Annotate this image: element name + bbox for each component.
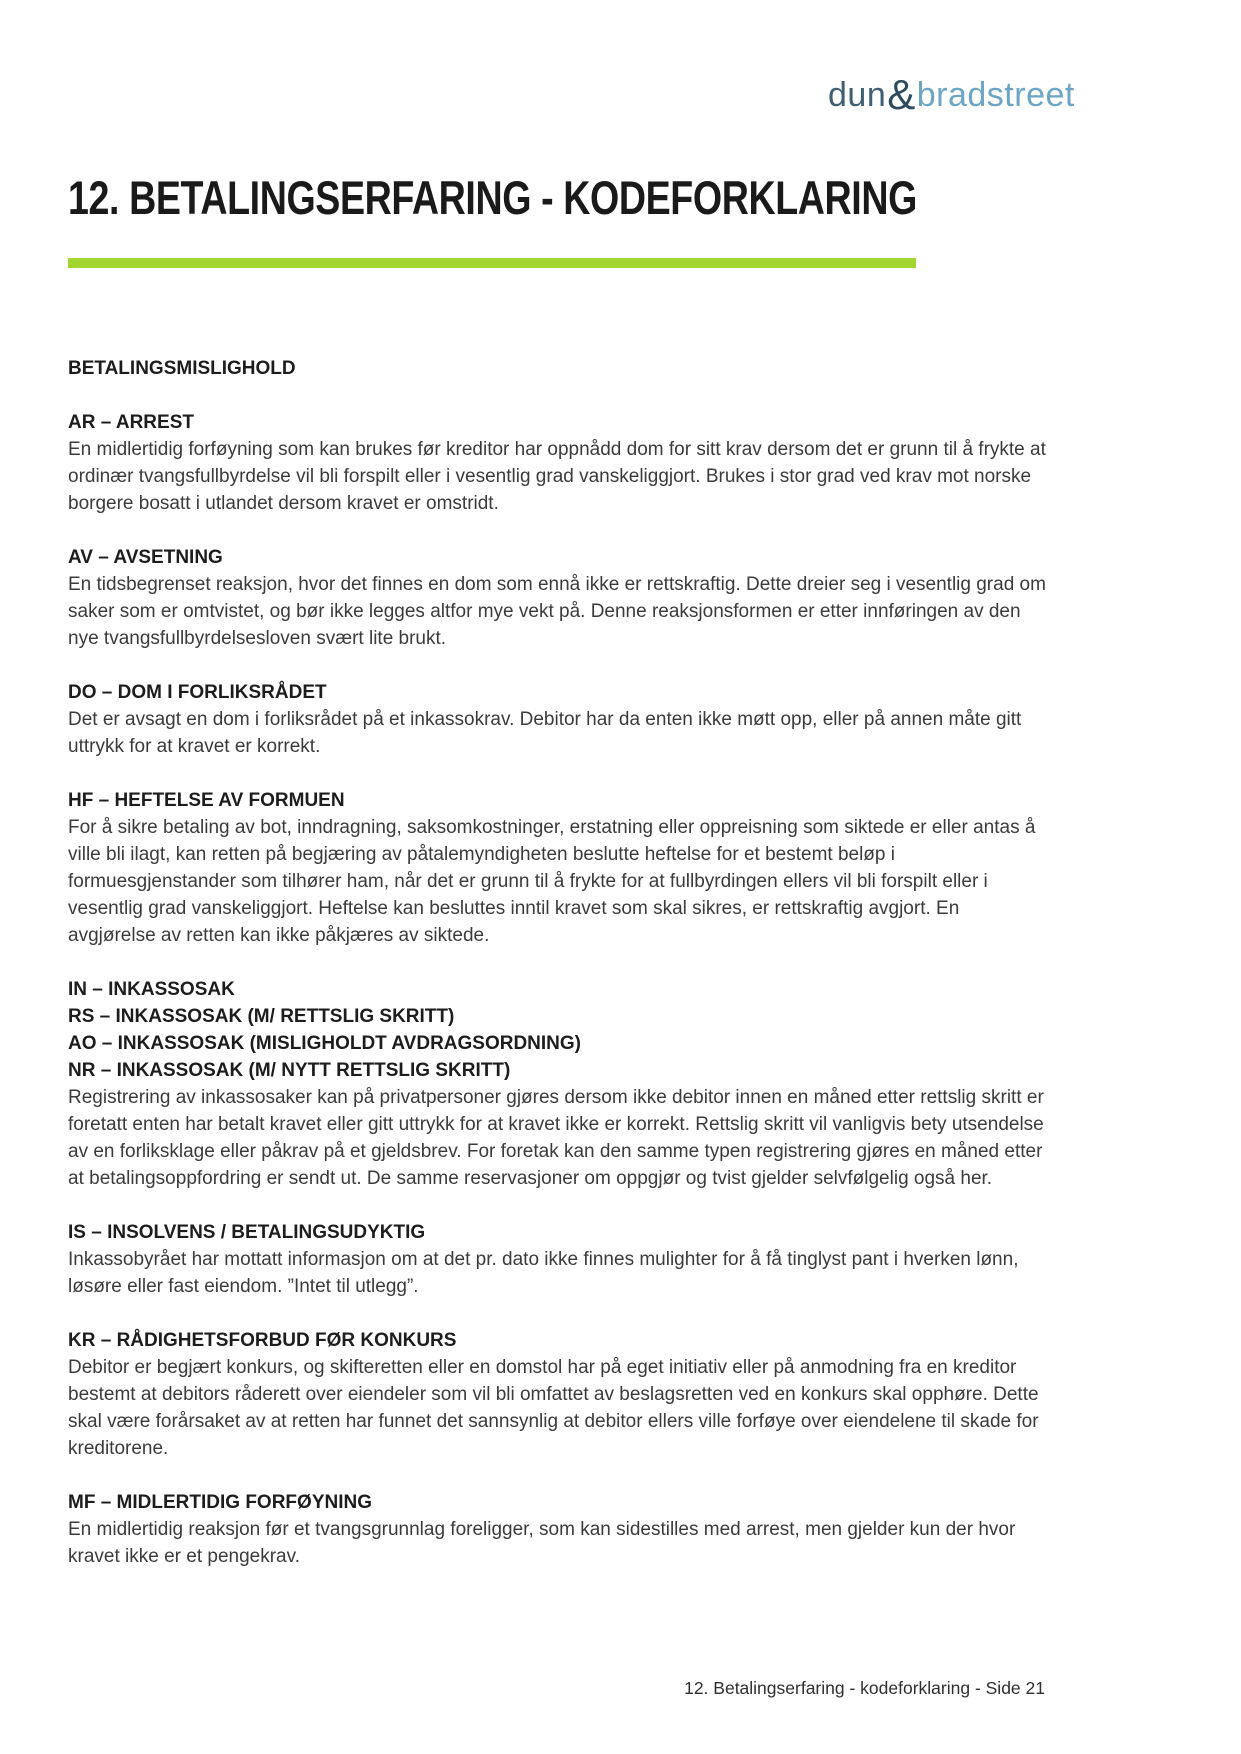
section-hf-heftelse-av-formuen xyxy=(68,787,1048,949)
code-description-av: En tidsbegrenset reaksjon, hvor det finnes en dom som ennå ikke er rettskraftig. Dette dreier seg i vesentlig grad om saker som er omtvistet, og bør ikke legges altfor mye vekt på. Denne reaksjonsformen er etter innføringen av den nye tvangsfullbyrdelsesloven svært lite brukt. xyxy=(68,574,1046,649)
code-heading-do: DO – DOM I FORLIKSRÅDET xyxy=(68,682,327,703)
code-heading-ar: AR – ARREST xyxy=(68,412,194,433)
code-heading-kr: KR – RÅDIGHETSFORBUD FØR KONKURS xyxy=(68,1330,457,1351)
code-description-mf: En midlertidig reaksjon før et tvangsgrunnlag foreligger, som kan sidestilles med arrest, men gjelder kun der hvor kravet ikke er et pengekrav. xyxy=(68,1519,1016,1567)
section-mf-midlertidig-forfoyning xyxy=(68,1489,1048,1570)
dun-bradstreet-logo xyxy=(828,71,1075,118)
green-accent-bar xyxy=(68,258,916,268)
logo-text-dun: dun xyxy=(828,76,887,114)
code-heading-nr: NR – INKASSOSAK (M/ NYTT RETTSLIG SKRITT) xyxy=(68,1060,511,1081)
section-av-avsetning xyxy=(68,544,1048,652)
category-heading-betalingsmislighold: BETALINGSMISLIGHOLD xyxy=(68,358,296,379)
code-description-is: Inkassobyrået har mottatt informasjon om at det pr. dato ikke finnes mulighter for å få tinglyst pant i hverken lønn, løsøre eller fast eiendom. ”Intet til utlegg”. xyxy=(68,1249,1019,1297)
code-description-hf: For å sikre betaling av bot, inndragning, saksomkostninger, erstatning eller oppreisning som siktede er eller antas å ville bli ilagt, kan retten på begjæring av påtalemyndigheten beslutte heftelse for et bestemt beløp i formuesgjenstander som tilhører ham, når det er grunn til å frykte for at fullbyrdingen ellers vil bli forspilt eller i vesentlig grad vanskeliggjort. Heftelse kan besluttes inntil kravet som skal sikres, er rettskraftig avgjort. En avgjørelse av retten kan ikke påkjæres av siktede. xyxy=(68,817,1036,946)
code-heading-rs: RS – INKASSOSAK (M/ RETTSLIG SKRITT) xyxy=(68,1006,455,1027)
code-description-inkassosak: Registrering av inkassosaker kan på privatpersoner gjøres dersom ikke debitor innen en måned etter rettslig skritt er foretatt enten har betalt kravet eller gitt uttrykk for at kravet ikke er korrekt. Rettslig skritt vil vanligvis bety utsendelse av en forliksklage eller påkrav på et gjeldsbrev. For foretak kan den samme typen registrering gjøres en måned etter at betalingsoppfordring er sendt ut. De samme reservasjoner om oppgjør og tvist gjelder selvfølgelig også her. xyxy=(68,1087,1044,1189)
code-heading-is: IS – INSOLVENS / BETALINGSUDYKTIG xyxy=(68,1222,426,1243)
code-description-kr: Debitor er begjært konkurs, og skifteretten eller en domstol har på eget initiativ eller på anmodning fra en kreditor bestemt at debitors råderett over eiendeler som vil bli omfattet av beslagsretten ved en konkurs skal opphøre. Dette skal være forårsaket av at retten har funnet det sannsynlig at debitor ellers ville forføye over eiendelene til skade for kreditorene. xyxy=(68,1357,1039,1459)
section-is-insolvens xyxy=(68,1219,1048,1300)
code-heading-ao: AO – INKASSOSAK (MISLIGHOLDT AVDRAGSORDNING) xyxy=(68,1033,582,1054)
page-footer: 12. Betalingserfaring - kodeforklaring - Side 21 xyxy=(684,1678,1045,1698)
code-heading-av: AV – AVSETNING xyxy=(68,547,223,568)
section-do-dom-i-forliksradet xyxy=(68,679,1048,760)
page-title: 12. BETALINGSERFARING - KODEFORKLARING xyxy=(68,171,917,224)
code-heading-mf: MF – MIDLERTIDIG FORFØYNING xyxy=(68,1492,372,1513)
code-description-do: Det er avsagt en dom i forliksrådet på et inkassokrav. Debitor har da enten ikke møtt opp, eller på annen måte gitt uttrykk for at kravet er korrekt. xyxy=(68,709,1022,757)
logo-text-bradstreet: bradstreet xyxy=(916,76,1075,114)
code-heading-hf: HF – HEFTELSE AV FORMUEN xyxy=(68,790,345,811)
section-inkassosak-group xyxy=(68,976,1048,1192)
section-kr-radighetsforbud xyxy=(68,1327,1048,1462)
code-heading-in: IN – INKASSOSAK xyxy=(68,979,235,1000)
content-area xyxy=(68,355,1048,1570)
section-ar-arrest xyxy=(68,409,1048,517)
code-description-ar: En midlertidig forføyning som kan brukes før kreditor har oppnådd dom for sitt krav dersom det er grunn til å frykte at ordinær tvangsfullbyrdelse vil bli forspilt eller i vesentlig grad vanskeliggjort. Brukes i stor grad ved krav mot norske borgere bosatt i utlandet dersom kravet er omstridt. xyxy=(68,439,1046,514)
logo-ampersand-icon: & xyxy=(887,71,916,118)
